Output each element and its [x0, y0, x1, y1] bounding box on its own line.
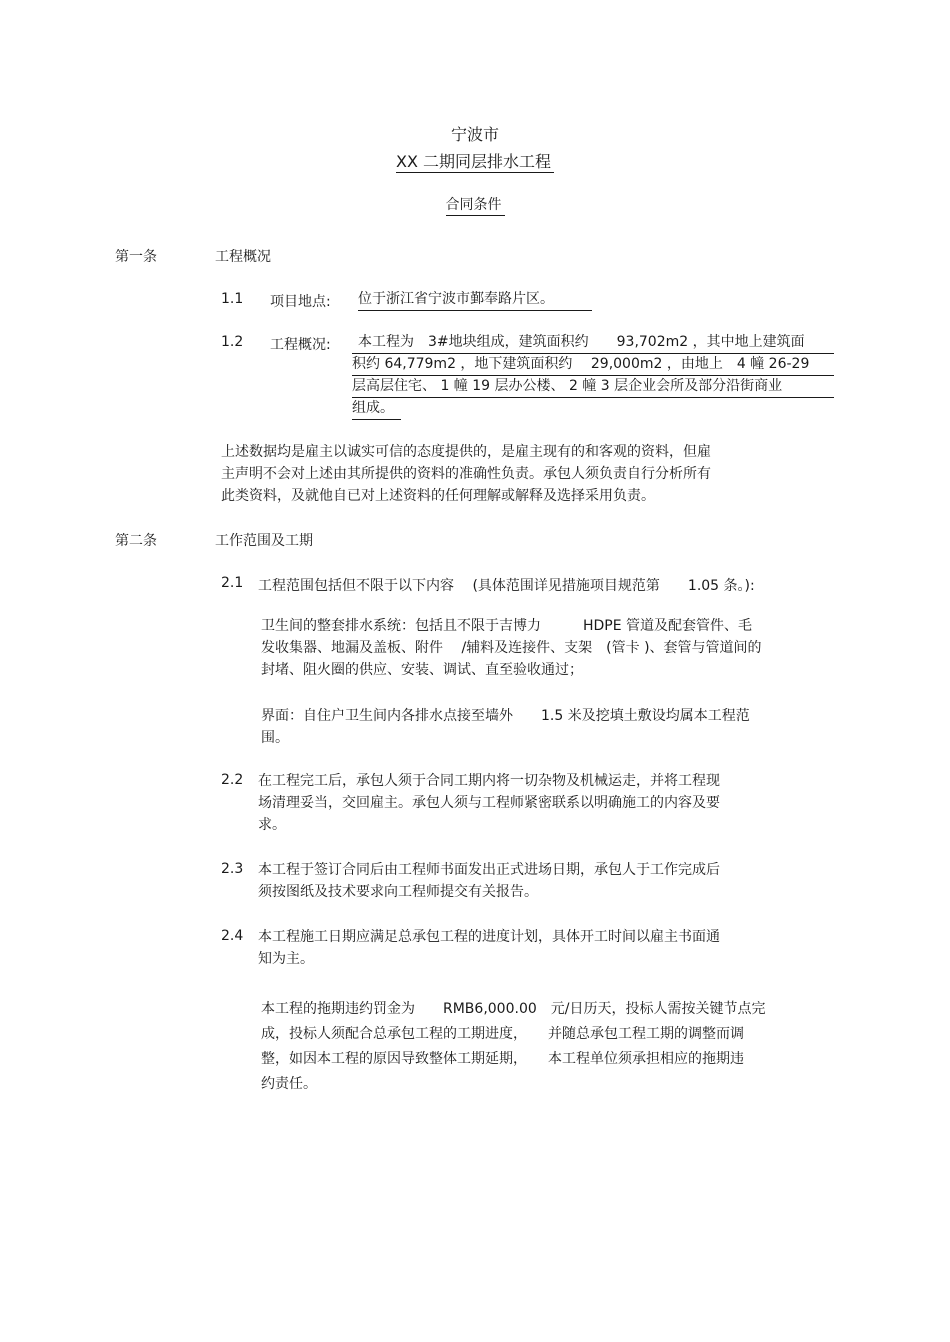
item-2-4-line: 知为主。 [258, 951, 314, 967]
disclaimer-paragraph [221, 441, 711, 507]
article-1-number: 第一条 [115, 249, 157, 265]
penalty-line: 成，投标人须配合总承包工程的工期进度， 并随总承包工程工期的调整而调 [261, 1026, 744, 1042]
item-2-2-line: 求。 [258, 817, 286, 833]
interface-line: 界面：自住户卫生间内各排水点接至墙外 1.5 米及挖填土敷设均属本工程范 [261, 708, 750, 724]
item-2-3-line: 须按图纸及技术要求向工程师提交有关报告。 [258, 884, 538, 900]
scope-line: 封堵、阻火圈的供应、安装、调试、直至验收通过； [261, 662, 583, 678]
item-2-4-body [258, 926, 720, 970]
item-2-2-number: 2.2 [221, 772, 244, 788]
penalty-line: 本工程的拖期违约罚金为 RMB6,000.00 元/日历天，投标人需按关键节点完 [261, 1001, 766, 1017]
city-heading: 宁波市 [450, 125, 499, 144]
interface-line: 围。 [261, 730, 289, 746]
item-2-3-body [258, 859, 720, 903]
item-2-3-number: 2.3 [221, 861, 244, 877]
item-1-2-line: 本工程为 3#地块组成，建筑面积约 93,702m2 ，其中地上建筑面 [352, 332, 834, 354]
document-title-text: 合同条件 [446, 196, 505, 216]
item-2-1-text: 工程范围包括但不限于以下内容 (具体范围详见措施项目规范第 1.05 条。): [258, 578, 755, 594]
penalty-line: 约责任。 [261, 1076, 317, 1092]
article-2-number: 第二条 [115, 533, 157, 549]
item-1-2-number: 1.2 [221, 334, 244, 350]
item-1-1-label: 项目地点: [270, 294, 331, 310]
item-2-1-scope-paragraph [261, 615, 762, 681]
item-1-2-line: 组成。 [352, 398, 401, 420]
item-2-2-line: 在工程完工后，承包人须于合同工期内将一切杂物及机械运走，并将工程现 [258, 773, 720, 789]
item-2-2-line: 场清理妥当，交回雇主。承包人须与工程师紧密联系以明确施工的内容及要 [258, 795, 720, 811]
disclaimer-line: 上述数据均是雇主以诚实可信的态度提供的，是雇主现有的和客观的资料，但雇 [221, 444, 711, 460]
disclaimer-line: 主声明不会对上述由其所提供的资料的准确性负责。承包人须负责自行分析所有 [221, 466, 711, 482]
item-1-2-line: 层高层住宅、 1 幢 19 层办公楼、 2 幢 3 层企业会所及部分沿街商业 [352, 376, 834, 398]
item-1-2-label: 工程概况: [270, 337, 331, 353]
scope-line: 发收集器、地漏及盖板、附件 /辅料及连接件、支架 (管卡 )、套管与管道间的 [261, 640, 762, 656]
document-title [0, 196, 950, 216]
item-2-2-body [258, 770, 720, 836]
project-title [0, 152, 950, 173]
penalty-paragraph [261, 997, 765, 1097]
item-1-1-number: 1.1 [221, 291, 244, 307]
item-1-2-body [352, 332, 834, 420]
item-2-4-line: 本工程施工日期应满足总承包工程的进度计划，具体开工时间以雇主书面通 [258, 929, 720, 945]
penalty-line: 整，如因本工程的原因导致整体工期延期， 本工程单位须承担相应的拖期违 [261, 1051, 744, 1067]
disclaimer-line: 此类资料，及就他自已对上述资料的任何理解或解释及选择采用负责。 [221, 488, 655, 504]
project-title-text: XX 二期同层排水工程 [396, 153, 554, 173]
scope-line: 卫生间的整套排水系统：包括且不限于吉博力 HDPE 管道及配套管件、毛 [261, 618, 753, 634]
item-1-1-value: 位于浙江省宁波市鄞奉路片区。 [358, 289, 592, 311]
item-2-1-interface-paragraph [261, 705, 750, 749]
item-2-3-line: 本工程于签订合同后由工程师书面发出正式进场日期，承包人于工作完成后 [258, 862, 720, 878]
item-1-2-line: 积约 64,779m2 ，地下建筑面积约 29,000m2 ，由地上 4 幢 26-29 [352, 354, 834, 376]
item-2-4-number: 2.4 [221, 928, 244, 944]
article-1-title: 工程概况 [215, 249, 271, 265]
item-2-1-number: 2.1 [221, 575, 244, 591]
article-2-title: 工作范围及工期 [215, 533, 313, 549]
